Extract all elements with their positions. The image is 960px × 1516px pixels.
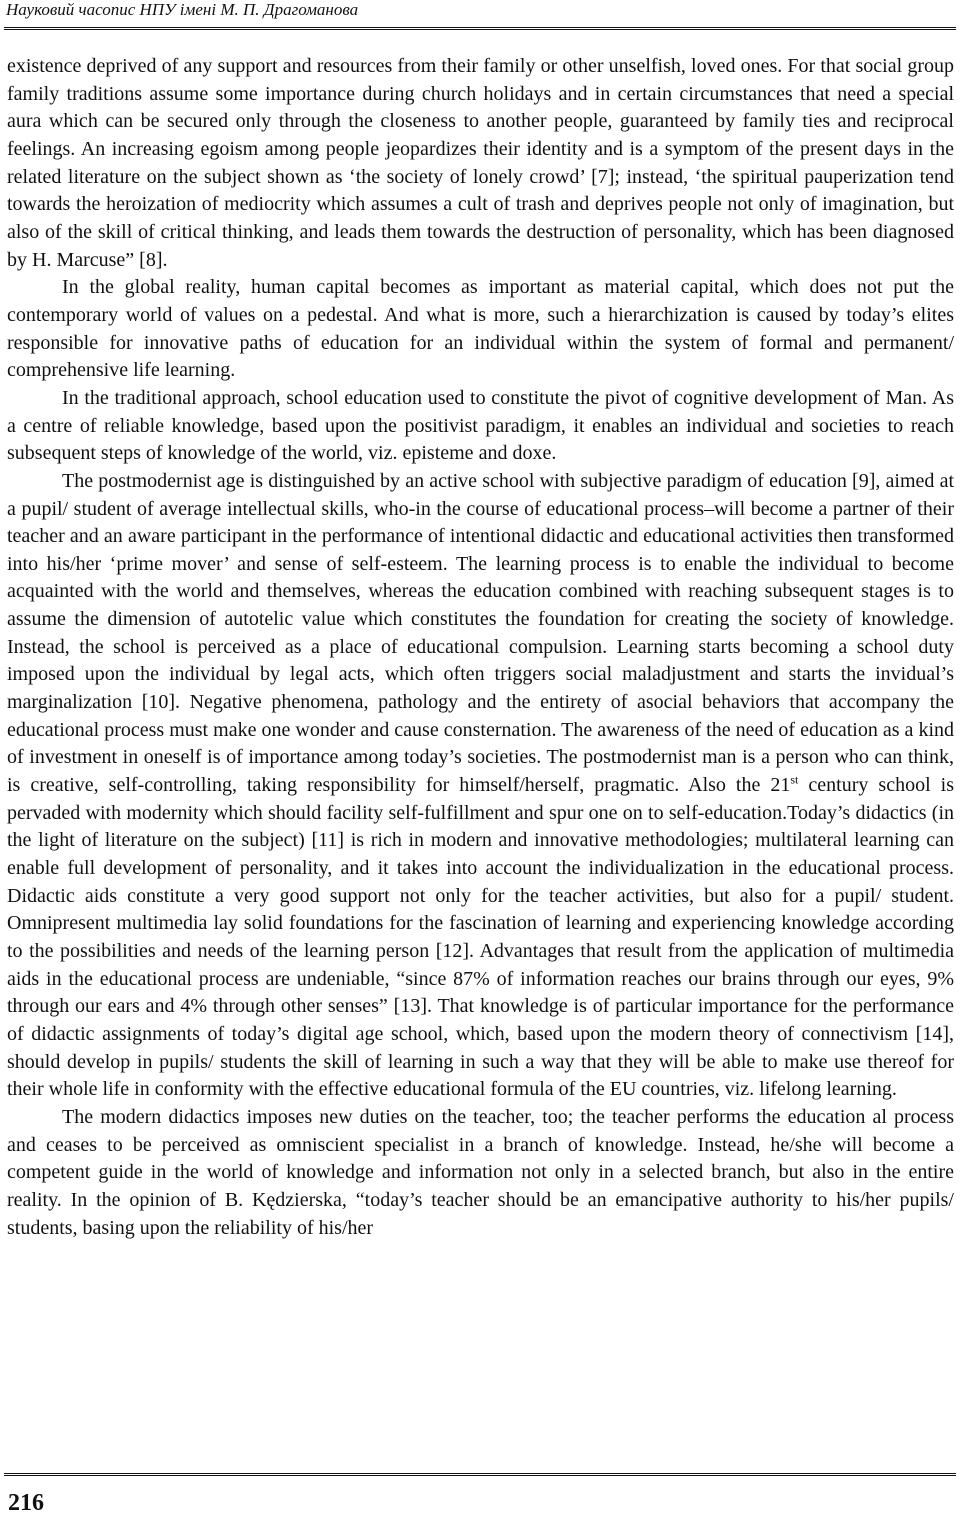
page-number: 216 (8, 1490, 44, 1516)
paragraph-text: century school is pervaded with modernity which should facility self-fulfillment and spur one on to self-education.Today’s didactics (in the light of literature on the subject) [11] is rich in modern and innovative methodologies; multilateral learning can enable full development of personality, and it takes into account the individualization in the educational process. Didactic aids constitute a very good support not only for the teacher activities, but also for a pupil/ student. Omnipresent multimedia lay solid foundations for the fascination of learning and experiencing knowledge according to the possibilities and needs of the learning person [12]. Advantages that result from the application of multimedia aids in the educational process are undeniable, “since 87% of information reaches our brains through our eyes, 9% through our ears and 4% through other senses” [13]. That knowledge is of particular importance for the performance of didactic assignments of today’s digital age school, which, based upon the modern theory of connectivism [14], should develop in pupils/ students the skill of learning in such a way that they will be able to make use thereof for their whole life in conformity with the effective educational formula of the EU countries, viz. lifelong learning. (7, 774, 955, 1101)
footer-rule (4, 1473, 956, 1476)
paragraph-human-capital: In the global reality, human capital becomes as important as material capital, which does not put the contemporary world of values on a pedestal. And what is more, such a hierarchization is caused by today’s elites responsible for innovative paths of education for an individual within the system of formal and permanent/ comprehensive life learning. (7, 276, 954, 382)
paragraph-text: The postmodernist age is distinguished by an active school with subjective paradigm of education [9], aimed at a pupil/ student of average intellectual skills, who-in the course of educational process–will become a partner of their teacher and an aware participant in the performance of intentional didactic and educational activities then transformed into his/her ‘prime mover’ and sense of self-esteem. The learning process is to enable the individual to become acquainted with the world and themselves, whereas the education combined with reaching subsequent stages is to assume the dimension of autotelic value which constitutes the foundation for creating the society of knowledge. Instead, the school is perceived as a place of educational compulsion. Learning starts becoming a school duty imposed upon the individual by legal acts, which often triggers social maladjustment and starts the invidual’s marginalization [10]. Negative phenomena, pathology and the entirety of asocial behaviors that accompany the educational process must make one wonder and cause consternation. The awareness of the need of education as a kind of investment in oneself is of importance among today’s societies. The postmodernist man is a person who can think, is creative, self-controlling, taking responsibility for himself/herself, pragmatic. Also the 21 (7, 469, 954, 797)
header-rule (4, 27, 956, 30)
paragraph-postmodernist-age (7, 468, 954, 1104)
article-body (7, 53, 954, 1242)
paragraph-traditional-approach: In the traditional approach, school education used to constitute the pivot of cognitive development of Man. As a centre of reliable knowledge, based upon the positivist paradigm, it enables an individual and societies to reach subsequent steps of knowledge of the world, viz. episteme and doxe. (7, 386, 954, 465)
running-header: Науковий часопис НПУ імені М. П. Драгоманова (6, 0, 359, 19)
paragraph-continuation: existence deprived of any support and resources from their family or other unselfish, loved ones. For that social group family traditions assume some importance during church holidays and in certain circumstances that need a special aura which can be secured only through the closeness to another people, guaranteed by family ties and reciprocal feelings. An increasing egoism among people jeopardizes their identity and is a symptom of the present days in the related literature on the subject shown as ‘the society of lonely crowd’ [7]; instead, ‘the spiritual pauperization tend towards the heroization of mediocrity which assumes a cult of trash and deprives people not only of imagination, but also of the skill of critical thinking, and leads them towards the destruction of personality, which has been diagnosed by H. Marcuse” [8]. (7, 55, 954, 271)
superscript: st (790, 772, 799, 787)
paragraph-modern-didactics: The modern didactics imposes new duties on the teacher, too; the teacher performs the education al process and ceases to be perceived as omniscient specialist in a branch of knowledge. Instead, he/she will become a competent guide in the world of knowledge and information not only in a selected branch, but also in the entire reality. In the opinion of B. Kędzierska, “today’s teacher should be an emancipative authority to his/her pupils/ students, basing upon the reliability of his/her (7, 1105, 954, 1239)
